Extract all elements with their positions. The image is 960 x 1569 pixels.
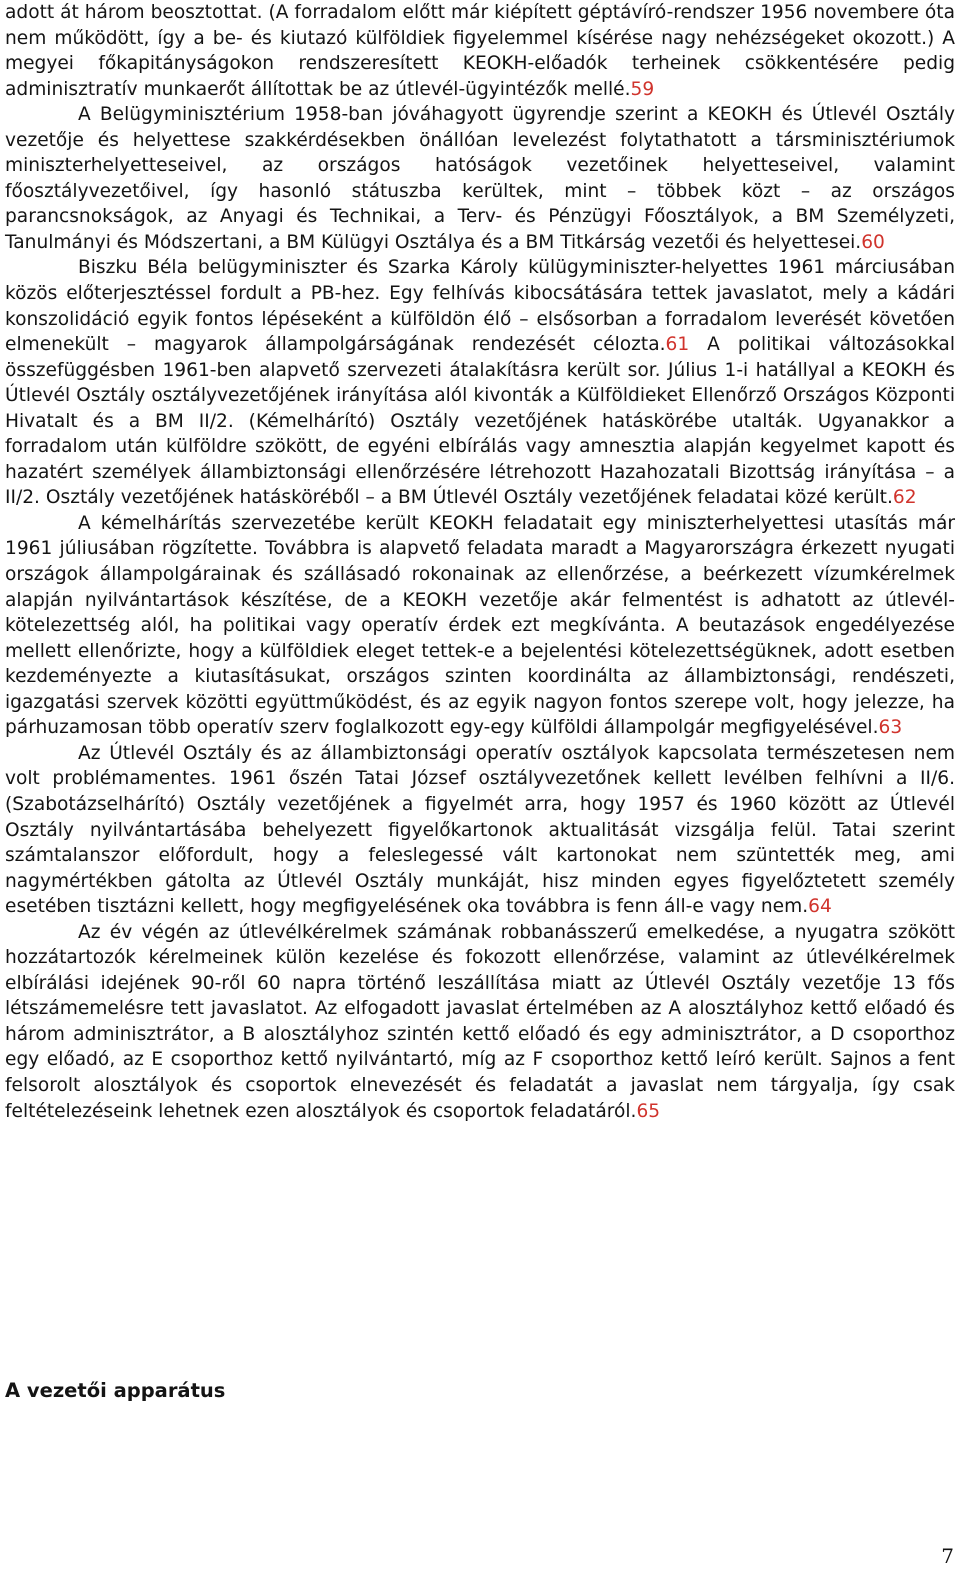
paragraph-5 bbox=[5, 741, 955, 920]
paragraph-text: A politikai változásokkal összefüggésben 1961-ben alapvető szervezeti átalakításra került sor. Július 1-i hatállyal a KEOKH és Útlevél Osztály osztályvezetőjének irányítása alól kivonták a Külföldieket Ellenőrző Országos Központi Hivatalt és a BM II/2. (Kémelhárító) Osztály vezetőjének hatáskörébe utalták. Ugyanakkor a forradalom után külföldre szökött, de egyéni elbírálás vagy amnesztia alapján kegyelmet kapott és hazatért személyek állambiztonsági ellenőrzésére létrehozott Hazahozatali Bizottság irányítása – a II/2. Osztály vezetőjének hatásköréből – a BM Útlevél Osztály vezetőjének feladatai közé került. bbox=[5, 334, 955, 509]
footnote-ref-65[interactable]: 65 bbox=[636, 1100, 661, 1122]
paragraph-text: Biszku Béla belügyminiszter és Szarka Károly külügyminiszter-helyettes 1961 márciusában közös előterjesztéssel fordult a PB-hez. Egy felhívás kibocsátására tettek javaslatot, mely a kádári konszolidáció egyik fontos lépéseként a külföldön élő – elsősorban a forradalom leverését követően elmenekült – magyarok állampolgárságának rendezését célozta. bbox=[5, 257, 955, 356]
paragraph-2 bbox=[5, 102, 955, 255]
page-number: 7 bbox=[941, 1544, 954, 1568]
paragraph-3 bbox=[5, 255, 955, 510]
paragraph-text: A Belügyminisztérium 1958-ban jóváhagyott ügyrendje szerint a KEOKH és Útlevél Osztály vezetője és helyettese szakkérdésekben önállóan levelezést folytathatott a társminisztériumok miniszterhelyetteseivel, az országos hatóságok vezetőinek helyetteseivel, valamint főosztályvezetőivel, így hasonló státuszba kerültek, mint – többek közt – az országos parancsnokságok, az Anyagi és Technikai, a Terv- és Pénzügyi Főosztályok, a BM Személyzeti, Tanulmányi és Módszertani, a BM Külügyi Osztálya és a BM Titkárság vezetői és helyettesei. bbox=[5, 104, 955, 253]
footnote-ref-59[interactable]: 59 bbox=[630, 78, 655, 100]
footnote-ref-63[interactable]: 63 bbox=[878, 717, 903, 739]
paragraph-4 bbox=[5, 511, 955, 741]
footnote-ref-61[interactable]: 61 bbox=[665, 334, 690, 356]
footnote-ref-64[interactable]: 64 bbox=[808, 896, 832, 918]
section-heading: A vezetői apparátus bbox=[5, 1379, 226, 1402]
paragraph-text: Az év végén az útlevélkérelmek számának robbanásszerű emelkedése, a nyugatra szökött hozzátartozók kérelmeinek külön kezelése és fokozott ellenőrzése, valamint az útlevélkérelmek elbírálási idejének 90-ről 60 napra történő leszállítása miatt az Útlevél Osztály vezetője 13 fős létszámemelésre tett javaslatot. Az elfogadott javaslat értelmében az A alosztályhoz kettő előadó és három adminisztrátor, a B alosztályhoz szintén kettő előadó és egy adminisztrátor, a D csoporthoz egy előadó, az E csoporthoz kettő nyilvántartó, míg az F csoporthoz kettő leíró került. Sajnos a fent felsorolt alosztályok és csoportok elnevezését és feladatát a javaslat nem tárgyalja, így csak feltételezéseink lehetnek ezen alosztályok és csoportok feladatáról. bbox=[5, 921, 955, 1122]
paragraph-1 bbox=[5, 0, 955, 102]
footnote-ref-60[interactable]: 60 bbox=[861, 231, 885, 253]
paragraph-6 bbox=[5, 920, 955, 1124]
footnote-ref-62[interactable]: 62 bbox=[892, 487, 917, 509]
document-body bbox=[5, 0, 955, 1124]
paragraph-text: adott át három beosztottat. (A forradalom előtt már kiépített géptávíró-rendszer 1956 novembere óta nem működött, így a be- és kiutazó külföldiek figyelemmel kísérése nagy nehézségeket okozott.) A megyei főkapitányságokon rendszeresített KEOKH-előadók terheinek csökkentésére pedig adminisztratív munkaerőt állítottak be az útlevél-ügyintézők mellé. bbox=[5, 2, 955, 100]
paragraph-text: Az Útlevél Osztály és az állambiztonsági operatív osztályok kapcsolata természetesen nem volt problémamentes. 1961 őszén Tatai József osztályvezetőnek kellett levélben felhívni a II/6. (Szabotázselhárító) Osztály vezetőjének a figyelmét arra, hogy 1957 és 1960 között az Útlevél Osztály nyilvántartásába behelyezett figyelőkartonok aktualitását vizsgálja felül. Tatai szerint számtalanszor előfordult, hogy a feleslegessé vált kartonokat nem szüntették meg, ami nagymértékben gátolta az Útlevél Osztály munkáját, hisz minden egyes figyelőztetett személy esetében tisztázni kellett, hogy megfigyelésének oka továbbra is fenn áll-e vagy nem. bbox=[5, 742, 955, 918]
paragraph-text: A kémelhárítás szervezetébe került KEOKH feladatait egy miniszterhelyettesi utasítás már 1961 júliusában rögzítette. Továbbra is alapvető feladata maradt a Magyarországra érkezett nyugati országok állampolgárainak és szállásadó rokonainak az ellenőrzése, a beérkezett vízumkérelmek alapján nyilvántartások készítése, de a KEOKH vezetője akár felmentést is adhatott az útlevél-kötelezettség alól, ha politikai vagy operatív érdek ezt megkívánta. A beutazások engedélyezése mellett ellenőrizte, hogy a külföldiek eleget tettek-e a bejelentési kötelezettségüknek, adott esetben kezdeményezte a kiutasításukat, országos szinten koordinálta az állambiztonsági, rendészeti, igazgatási szervek közötti együttműködést, és az egyik nagyon fontos szerepe volt, hogy jelezze, ha párhuzamosan több operatív szerv foglalkozott egy-egy külföldi állampolgár megfigyelésével. bbox=[5, 512, 955, 739]
